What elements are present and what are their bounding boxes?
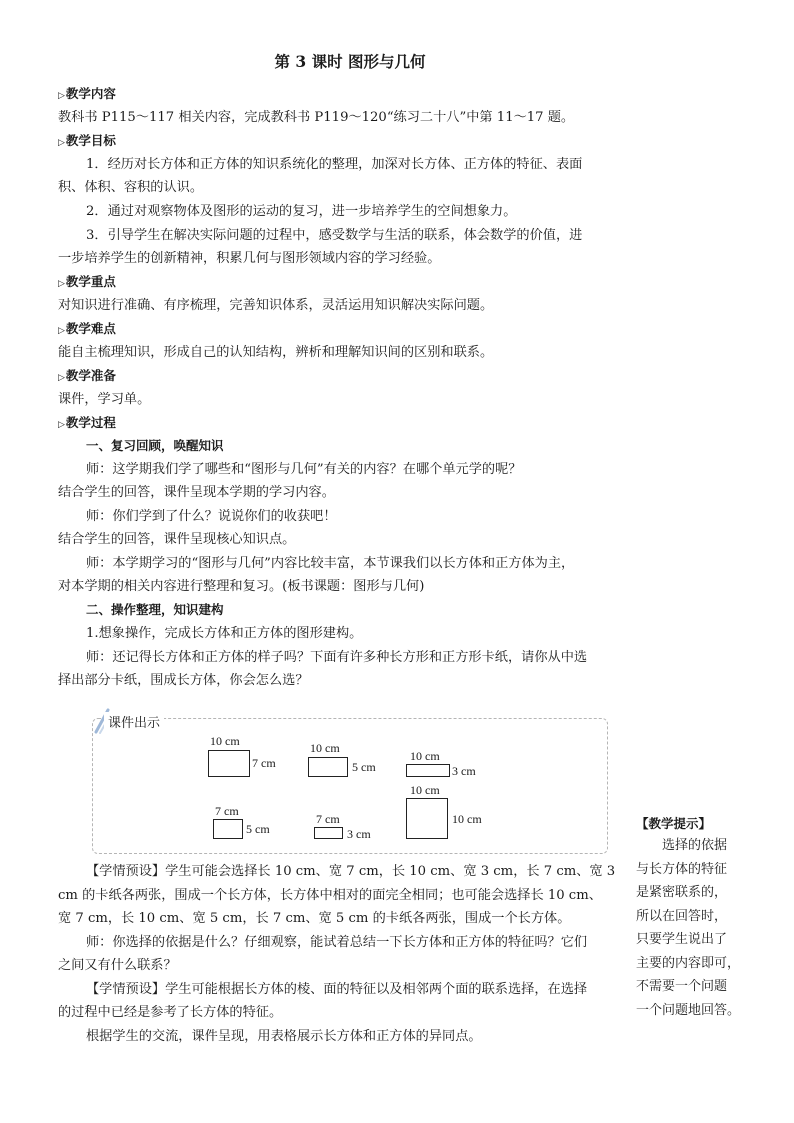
key-text: 对知识进行准确、有序梳理，完善知识体系，灵活运用知识解决实际问题。 (58, 298, 494, 313)
paragraph: 结合学生的回答，课件呈现本学期的学习内容。 (58, 485, 335, 500)
content-text: 教科书 P115～117 相关内容，完成教科书 P119～120“练习二十八”中第 11～17 题。 (58, 110, 575, 125)
paragraph: 【学情预设】学生可能根据长方体的棱、面的特征以及相邻两个面的联系选择，在选择 (86, 982, 588, 997)
card-rectangle (314, 827, 343, 839)
triangle-icon: ▷ (58, 373, 65, 383)
sidebar-title: 【教学提示】 (636, 816, 712, 831)
part-2-heading: 二、操作整理，知识建构 (86, 602, 224, 617)
paragraph: 师：还记得长方体和正方体的样子吗？下面有许多种长方形和正方形卡纸，请你从中选 (86, 650, 588, 665)
paragraph: 择出部分卡纸，围成长方体，你会怎么选？ (58, 673, 309, 688)
triangle-icon: ▷ (58, 420, 65, 430)
part-1-heading: 一、复习回顾，唤醒知识 (86, 438, 224, 453)
goal-1-line: 积、体积、容积的认识。 (58, 180, 204, 195)
paragraph: 结合学生的回答，课件呈现核心知识点。 (58, 532, 296, 547)
sidebar-line: 是紧密联系的， (636, 885, 728, 900)
paragraph: 师：本学期学习的“图形与几何”内容比较丰富，本节课我们以长方体和正方体为主， (86, 556, 575, 571)
paragraph: 之间又有什么联系？ (58, 958, 177, 973)
card-rectangle (208, 750, 250, 777)
card-width-label: 5 cm (246, 822, 270, 836)
goal-1-line: 1．经历对长方体和正方体的知识系统化的整理，加深对长方体、正方体的特征、表面 (86, 157, 583, 172)
courseware-label: 课件出示 (104, 712, 164, 731)
card-rectangle (308, 757, 348, 777)
card-width-label: 3 cm (452, 764, 476, 778)
card-width-label: 10 cm (452, 812, 482, 826)
section-heading-goals: ▷教学目标 (58, 133, 618, 151)
triangle-icon: ▷ (58, 326, 65, 336)
sidebar-line: 与长方体的特征 (636, 862, 728, 877)
triangle-icon: ▷ (58, 279, 65, 289)
difficult-text: 能自主梳理知识，形成自己的认知结构，辨析和理解知识间的区别和联系。 (58, 345, 494, 360)
section-heading-content: ▷教学内容 (58, 86, 618, 104)
goal-3-line: 一步培养学生的创新精神，积累几何与图形领域内容的学习经验。 (58, 251, 441, 266)
paragraph: 【学情预设】学生可能会选择长 10 cm、宽 7 cm，长 10 cm、宽 3 cm，长 7 cm、宽 3 (86, 864, 616, 879)
goal-2-line: 2．通过对观察物体及图形的运动的复习，进一步培养学生的空间想象力。 (86, 204, 517, 219)
card-square (406, 798, 448, 839)
card-width-label: 3 cm (347, 827, 371, 841)
triangle-icon: ▷ (58, 91, 65, 101)
card-length-label: 10 cm (210, 734, 240, 748)
card-width-label: 7 cm (252, 756, 276, 770)
sidebar-line: 一个问题地回答。 (636, 1003, 741, 1018)
paragraph: 师：你选择的依据是什么？仔细观察，能试着总结一下长方体和正方体的特征吗？它们 (86, 935, 588, 950)
page-title: 第 3 课时 图形与几何 (274, 52, 426, 71)
paragraph: 师：你们学到了什么？说说你们的收获吧！ (86, 509, 337, 524)
paragraph: 1.想象操作，完成长方体和正方体的图形建构。 (86, 626, 363, 641)
section-heading-process: ▷教学过程 (58, 415, 618, 433)
card-width-label: 5 cm (352, 760, 376, 774)
sidebar-line: 所以在回答时， (636, 909, 728, 924)
prep-text: 课件，学习单。 (58, 392, 151, 407)
goal-3-line: 3．引导学生在解决实际问题的过程中，感受数学与生活的联系，体会数学的价值，进 (86, 228, 583, 243)
card-rectangle (406, 764, 450, 777)
paragraph: cm 的卡纸各两张，围成一个长方体，长方体中相对的面完全相同；也可能会选择长 10 cm、 (58, 888, 602, 903)
card-length-label: 7 cm (316, 812, 340, 826)
paragraph: 宽 7 cm，长 10 cm、宽 5 cm，长 7 cm、宽 5 cm 的卡纸各两张，围成一个长方体。 (58, 911, 571, 926)
section-heading-prep: ▷教学准备 (58, 368, 618, 386)
triangle-icon: ▷ (58, 138, 65, 148)
sidebar-line: 不需要一个问题 (636, 979, 728, 994)
card-length-label: 7 cm (215, 804, 239, 818)
paragraph: 师：这学期我们学了哪些和“图形与几何”有关的内容？在哪个单元学的呢？ (86, 462, 522, 477)
paragraph: 根据学生的交流，课件呈现，用表格展示长方体和正方体的异同点。 (86, 1029, 482, 1044)
section-heading-difficult: ▷教学难点 (58, 321, 618, 339)
sidebar-line: 主要的内容即可， (636, 956, 741, 971)
paragraph: 对本学期的相关内容进行整理和复习。(板书课题：图形与几何) (58, 579, 425, 594)
sidebar-line: 只要学生说出了 (636, 932, 728, 947)
card-length-label: 10 cm (410, 783, 440, 797)
card-length-label: 10 cm (310, 741, 340, 755)
paragraph: 的过程中已经是参考了长方体的特征。 (58, 1005, 283, 1020)
card-length-label: 10 cm (410, 749, 440, 763)
card-rectangle (213, 819, 243, 839)
sidebar-line: 选择的依据 (662, 838, 728, 853)
section-heading-key: ▷教学重点 (58, 274, 618, 292)
